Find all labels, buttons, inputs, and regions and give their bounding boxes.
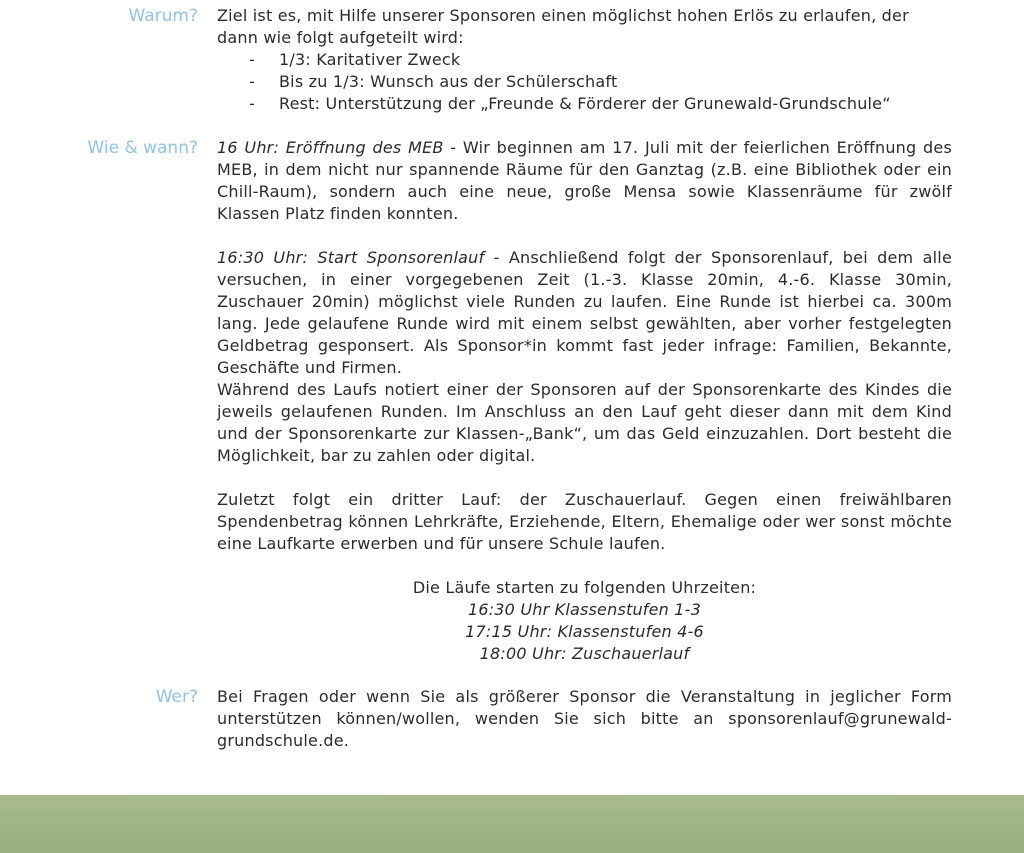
section-label-wie-wann: Wie & wann? bbox=[87, 138, 198, 158]
sponsor-run-text: - Anschließend folgt der Sponsorenlauf, bei dem alle versuchen, in einer vorgegebenen Zeit (1.-3. Klasse 20min, 4.-6. Klasse 30min, Zuschauer 20min) möglichst viele Runden zu laufen. Eine Runde ist hierbei ca. 300m lang. Jede gelaufene Runde wird mit einem selbst gewählten, aber vorher festgelegten Geldbetrag gesponsert. Als Sponsor*in kommt fast jeder infrage: Familien, Bekannte, Geschäfte und Firmen. bbox=[217, 248, 952, 377]
warum-intro-line-2: dann wie folgt aufgeteilt wird: bbox=[217, 28, 464, 47]
warum-intro-line-1: Ziel ist es, mit Hilfe unserer Sponsoren einen möglichst hohen Erlös zu erlaufen, der bbox=[217, 6, 909, 25]
section-wie-wann-body bbox=[217, 137, 952, 665]
list-item bbox=[217, 71, 952, 93]
opening-time-heading: 16 Uhr: Eröffnung des MEB bbox=[217, 138, 444, 157]
sponsor-run-time-heading: 16:30 Uhr: Start Sponsorenlauf bbox=[217, 248, 485, 267]
list-item-text: Rest: Unterstützung der „Freunde & Förderer der Grunewald-Grundschule“ bbox=[279, 94, 891, 113]
section-label-wer: Wer? bbox=[155, 687, 198, 707]
dash-bullet: - bbox=[249, 50, 255, 69]
start-time-item: 17:15 Uhr: Klassenstufen 4-6 bbox=[465, 622, 704, 641]
list-item-text: Bis zu 1/3: Wunsch aus der Schülerschaft bbox=[279, 72, 618, 91]
start-time-item: 16:30 Uhr Klassenstufen 1-3 bbox=[467, 600, 702, 619]
list-item bbox=[217, 49, 952, 71]
dash-bullet: - bbox=[249, 94, 255, 113]
paragraph-opening bbox=[217, 137, 952, 225]
footer-band bbox=[0, 795, 1024, 853]
start-times-heading: Die Läufe starten zu folgenden Uhrzeiten: bbox=[412, 578, 757, 597]
allocation-list bbox=[217, 49, 952, 115]
opening-text: - Wir beginnen am 17. Juli mit der feierlichen Eröffnung des MEB, in dem nicht nur spannende Räume für den Ganztag (z.B. eine Bibliothek oder ein Chill-Raum), sondern auch eine neue, große Mensa sowie Klassenräume für zwölf Klassen Platz finden konnten. bbox=[217, 138, 952, 223]
section-warum-body bbox=[217, 5, 952, 115]
list-item bbox=[217, 93, 952, 115]
section-wer-body bbox=[217, 686, 952, 752]
paragraph-during-run: Während des Laufs notiert einer der Sponsoren auf der Sponsorenkarte des Kindes die jeweils gelaufenen Runden. Im Anschluss an den Lauf geht dieser dann mit dem Kind und der Sponsorenkarte zur Klassen-„Bank“, um das Geld einzuzahlen. Dort besteht die Möglichkeit, bar zu zahlen oder digital. bbox=[217, 380, 952, 465]
section-label-warum: Warum? bbox=[128, 6, 198, 26]
warum-intro bbox=[217, 5, 952, 49]
start-time-item: 18:00 Uhr: Zuschauerlauf bbox=[479, 644, 690, 663]
contact-paragraph: Bei Fragen oder wenn Sie als größerer Sponsor die Veranstaltung in jeglicher Form unterstützen können/wollen, wenden Sie sich bitte an sponsorenlauf@grunewald-grundschule.de. bbox=[217, 687, 952, 750]
paragraph-spectator-run: Zuletzt folgt ein dritter Lauf: der Zuschauerlauf. Gegen einen freiwählbaren Spendenbetrag können Lehrkräfte, Erziehende, Eltern, Ehemalige oder wer sonst möchte eine Laufkarte erwerben und für unsere Schule laufen. bbox=[217, 490, 952, 553]
list-item-text: 1/3: Karitativer Zweck bbox=[279, 50, 461, 69]
start-times bbox=[217, 577, 952, 665]
paragraph-sponsor-run bbox=[217, 247, 952, 379]
dash-bullet: - bbox=[249, 72, 255, 91]
